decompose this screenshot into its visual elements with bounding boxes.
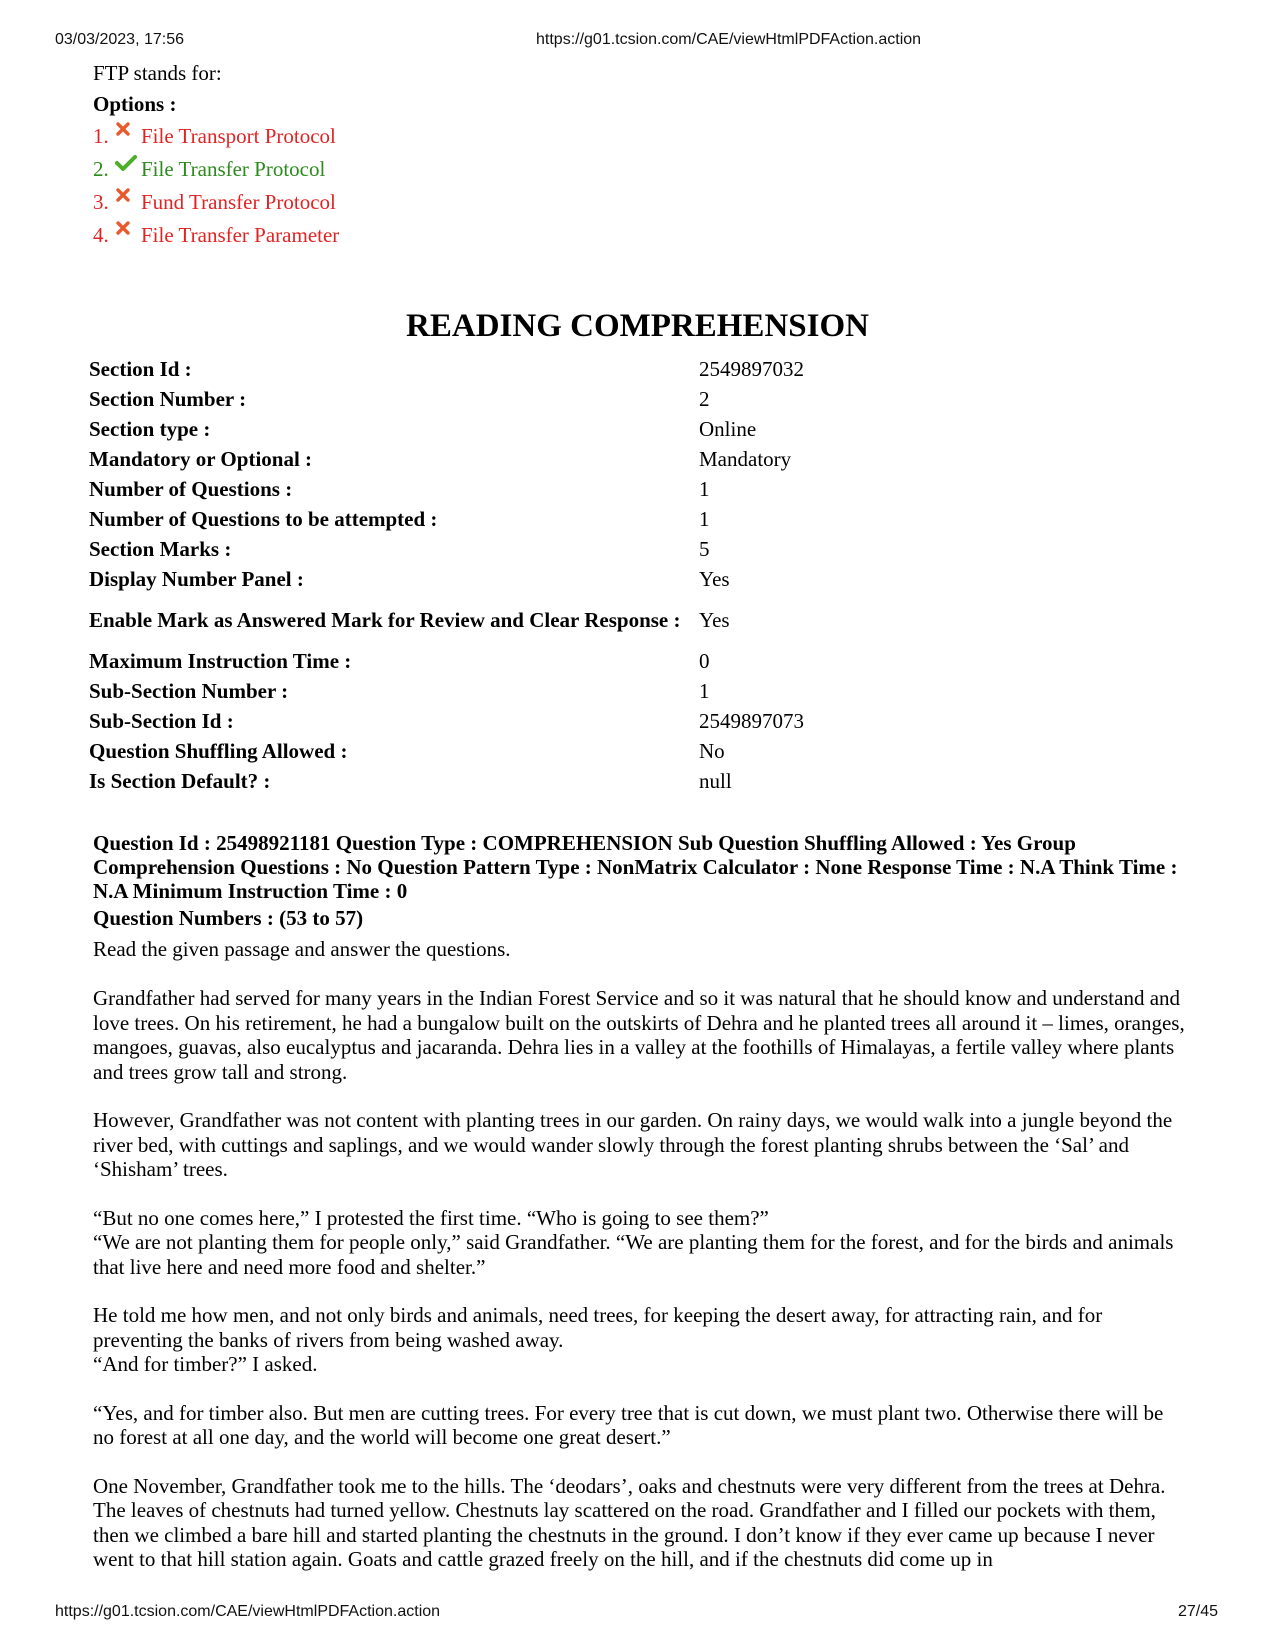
options-label: Options :: [93, 92, 177, 116]
cross-icon: [115, 226, 141, 246]
section-title: READING COMPREHENSION: [406, 308, 869, 344]
passage-paragraph: However, Grandfather was not content with planting trees in our garden. On rainy days, we would walk into a jungle beyond the river bed, with cuttings and saplings, and we would wander slowly through the forest planting shrubs between the ‘Sal’ and ‘Shisham’ trees.: [93, 1108, 1173, 1181]
print-url-footer: https://g01.tcsion.com/CAE/viewHtmlPDFAction.action: [55, 1603, 441, 1620]
meta-label: Section Id :: [89, 357, 192, 381]
passage-paragraph: “But no one comes here,” I protested the first time. “Who is going to see them?” “We are not planting them for people only,” said Grandfather. “We are planting them for the forest, and for the birds and animals that live here and need more food and shelter.”: [93, 1205, 1174, 1279]
meta-label: Mandatory or Optional :: [89, 447, 313, 471]
meta-value: 5: [699, 536, 710, 561]
question-block: [93, 58, 693, 252]
meta-row: [89, 504, 1189, 534]
meta-row: [89, 676, 1189, 706]
section-meta-table: [89, 354, 1189, 796]
meta-label: Section type :: [89, 417, 211, 441]
meta-row: [89, 414, 1189, 444]
meta-value: 2549897032: [699, 356, 804, 381]
meta-value: null: [699, 768, 732, 793]
meta-label: Section Marks :: [89, 537, 232, 561]
option-number: 4.: [93, 223, 109, 247]
option-1: [93, 120, 693, 153]
meta-value: 1: [699, 506, 710, 531]
meta-row: [89, 594, 1189, 646]
instruction-text: Read the given passage and answer the questions.: [93, 937, 511, 961]
cross-icon: [115, 193, 141, 213]
passage-paragraph: One November, Grandfather took me to the hills. The ‘deodars’, oaks and chestnuts were very different from the trees at Dehra. The leaves of chestnuts had turned yellow. Chestnuts lay scattered on the road. Grandfather and I filled our pockets with them, then we climbed a bare hill and started planting the chestnuts in the ground. I don’t know if they ever came up because I never went to that hill station again. Goats and cattle grazed freely on the hill, and if the chestnuts did come up in: [93, 1473, 1166, 1571]
check-icon: [115, 160, 141, 180]
meta-value: 0: [699, 648, 710, 673]
option-text: Fund Transfer Protocol: [141, 190, 336, 214]
meta-value: Online: [699, 416, 757, 441]
meta-row: [89, 736, 1189, 766]
meta-row: [89, 474, 1189, 504]
option-4: [93, 219, 693, 252]
meta-row: [89, 534, 1189, 564]
option-3: [93, 186, 693, 219]
print-url-header: https://g01.tcsion.com/CAE/viewHtmlPDFAction.action: [536, 31, 922, 48]
meta-value: 1: [699, 476, 710, 501]
meta-value: Mandatory: [699, 446, 792, 471]
meta-value: 2: [699, 386, 710, 411]
meta-row: [89, 646, 1189, 676]
option-text: File Transfer Parameter: [141, 223, 340, 247]
meta-value: 1: [699, 678, 710, 703]
passage: [93, 986, 1188, 1596]
option-text: File Transport Protocol: [141, 124, 336, 148]
question-text: FTP stands for:: [93, 61, 222, 85]
meta-label: Display Number Panel :: [89, 567, 304, 591]
meta-row: [89, 706, 1189, 736]
meta-label: Sub-Section Number :: [89, 679, 289, 703]
cross-icon: [115, 127, 141, 147]
meta-label: Section Number :: [89, 387, 247, 411]
passage-paragraph: Grandfather had served for many years in the Indian Forest Service and so it was natural that he should know and understand and love trees. On his retirement, he had a bungalow built on the outskirts of Dehra and he planted trees all around it – limes, oranges, mangoes, guavas, also eucalyptus and jacaranda. Dehra lies in a valley at the foothills of Himalayas, a fertile valley where plants and trees grow tall and strong.: [93, 986, 1185, 1084]
option-number: 3.: [93, 190, 109, 214]
meta-label: Question Shuffling Allowed :: [89, 739, 348, 763]
meta-label: Maximum Instruction Time :: [89, 649, 352, 673]
meta-row: [89, 766, 1189, 796]
meta-label: Number of Questions :: [89, 477, 293, 501]
meta-row: [89, 564, 1189, 594]
passage-paragraph: “Yes, and for timber also. But men are cutting trees. For every tree that is cut down, we must plant two. Otherwise there will be no forest at all one day, and the world will become one great desert.”: [93, 1400, 1164, 1449]
meta-label: Enable Mark as Answered Mark for Review and Clear Response :: [89, 608, 681, 632]
meta-value: No: [699, 738, 725, 763]
meta-label: Is Section Default? :: [89, 769, 271, 793]
meta-row: [89, 384, 1189, 414]
question-numbers: Question Numbers : (53 to 57): [93, 906, 364, 930]
print-timestamp: 03/03/2023, 17:56: [55, 31, 185, 48]
meta-value: Yes: [699, 607, 730, 632]
meta-value: 2549897073: [699, 708, 804, 733]
option-number: 2.: [93, 157, 109, 181]
meta-value: Yes: [699, 566, 730, 591]
option-text: File Transfer Protocol: [141, 157, 326, 181]
option-number: 1.: [93, 124, 109, 148]
options-list: [93, 120, 693, 252]
option-2: [93, 153, 693, 186]
meta-row: [89, 444, 1189, 474]
comprehension-info: Question Id : 25498921181 Question Type : COMPREHENSION Sub Question Shuffling Allowed : Yes Group Comprehension Questions : No Question Pattern Type : NonMatrix Calculator : None Response Time : N.A Think Time : N.A Minimum Instruction Time : 0: [93, 831, 1178, 903]
page-number: 27/45: [1178, 1603, 1219, 1620]
meta-row: [89, 354, 1189, 384]
meta-label: Sub-Section Id :: [89, 709, 234, 733]
passage-paragraph: He told me how men, and not only birds and animals, need trees, for keeping the desert away, for attracting rain, and for preventing the banks of rivers from being washed away. “And for timber?” I asked.: [93, 1303, 1103, 1376]
meta-label: Number of Questions to be attempted :: [89, 507, 438, 531]
